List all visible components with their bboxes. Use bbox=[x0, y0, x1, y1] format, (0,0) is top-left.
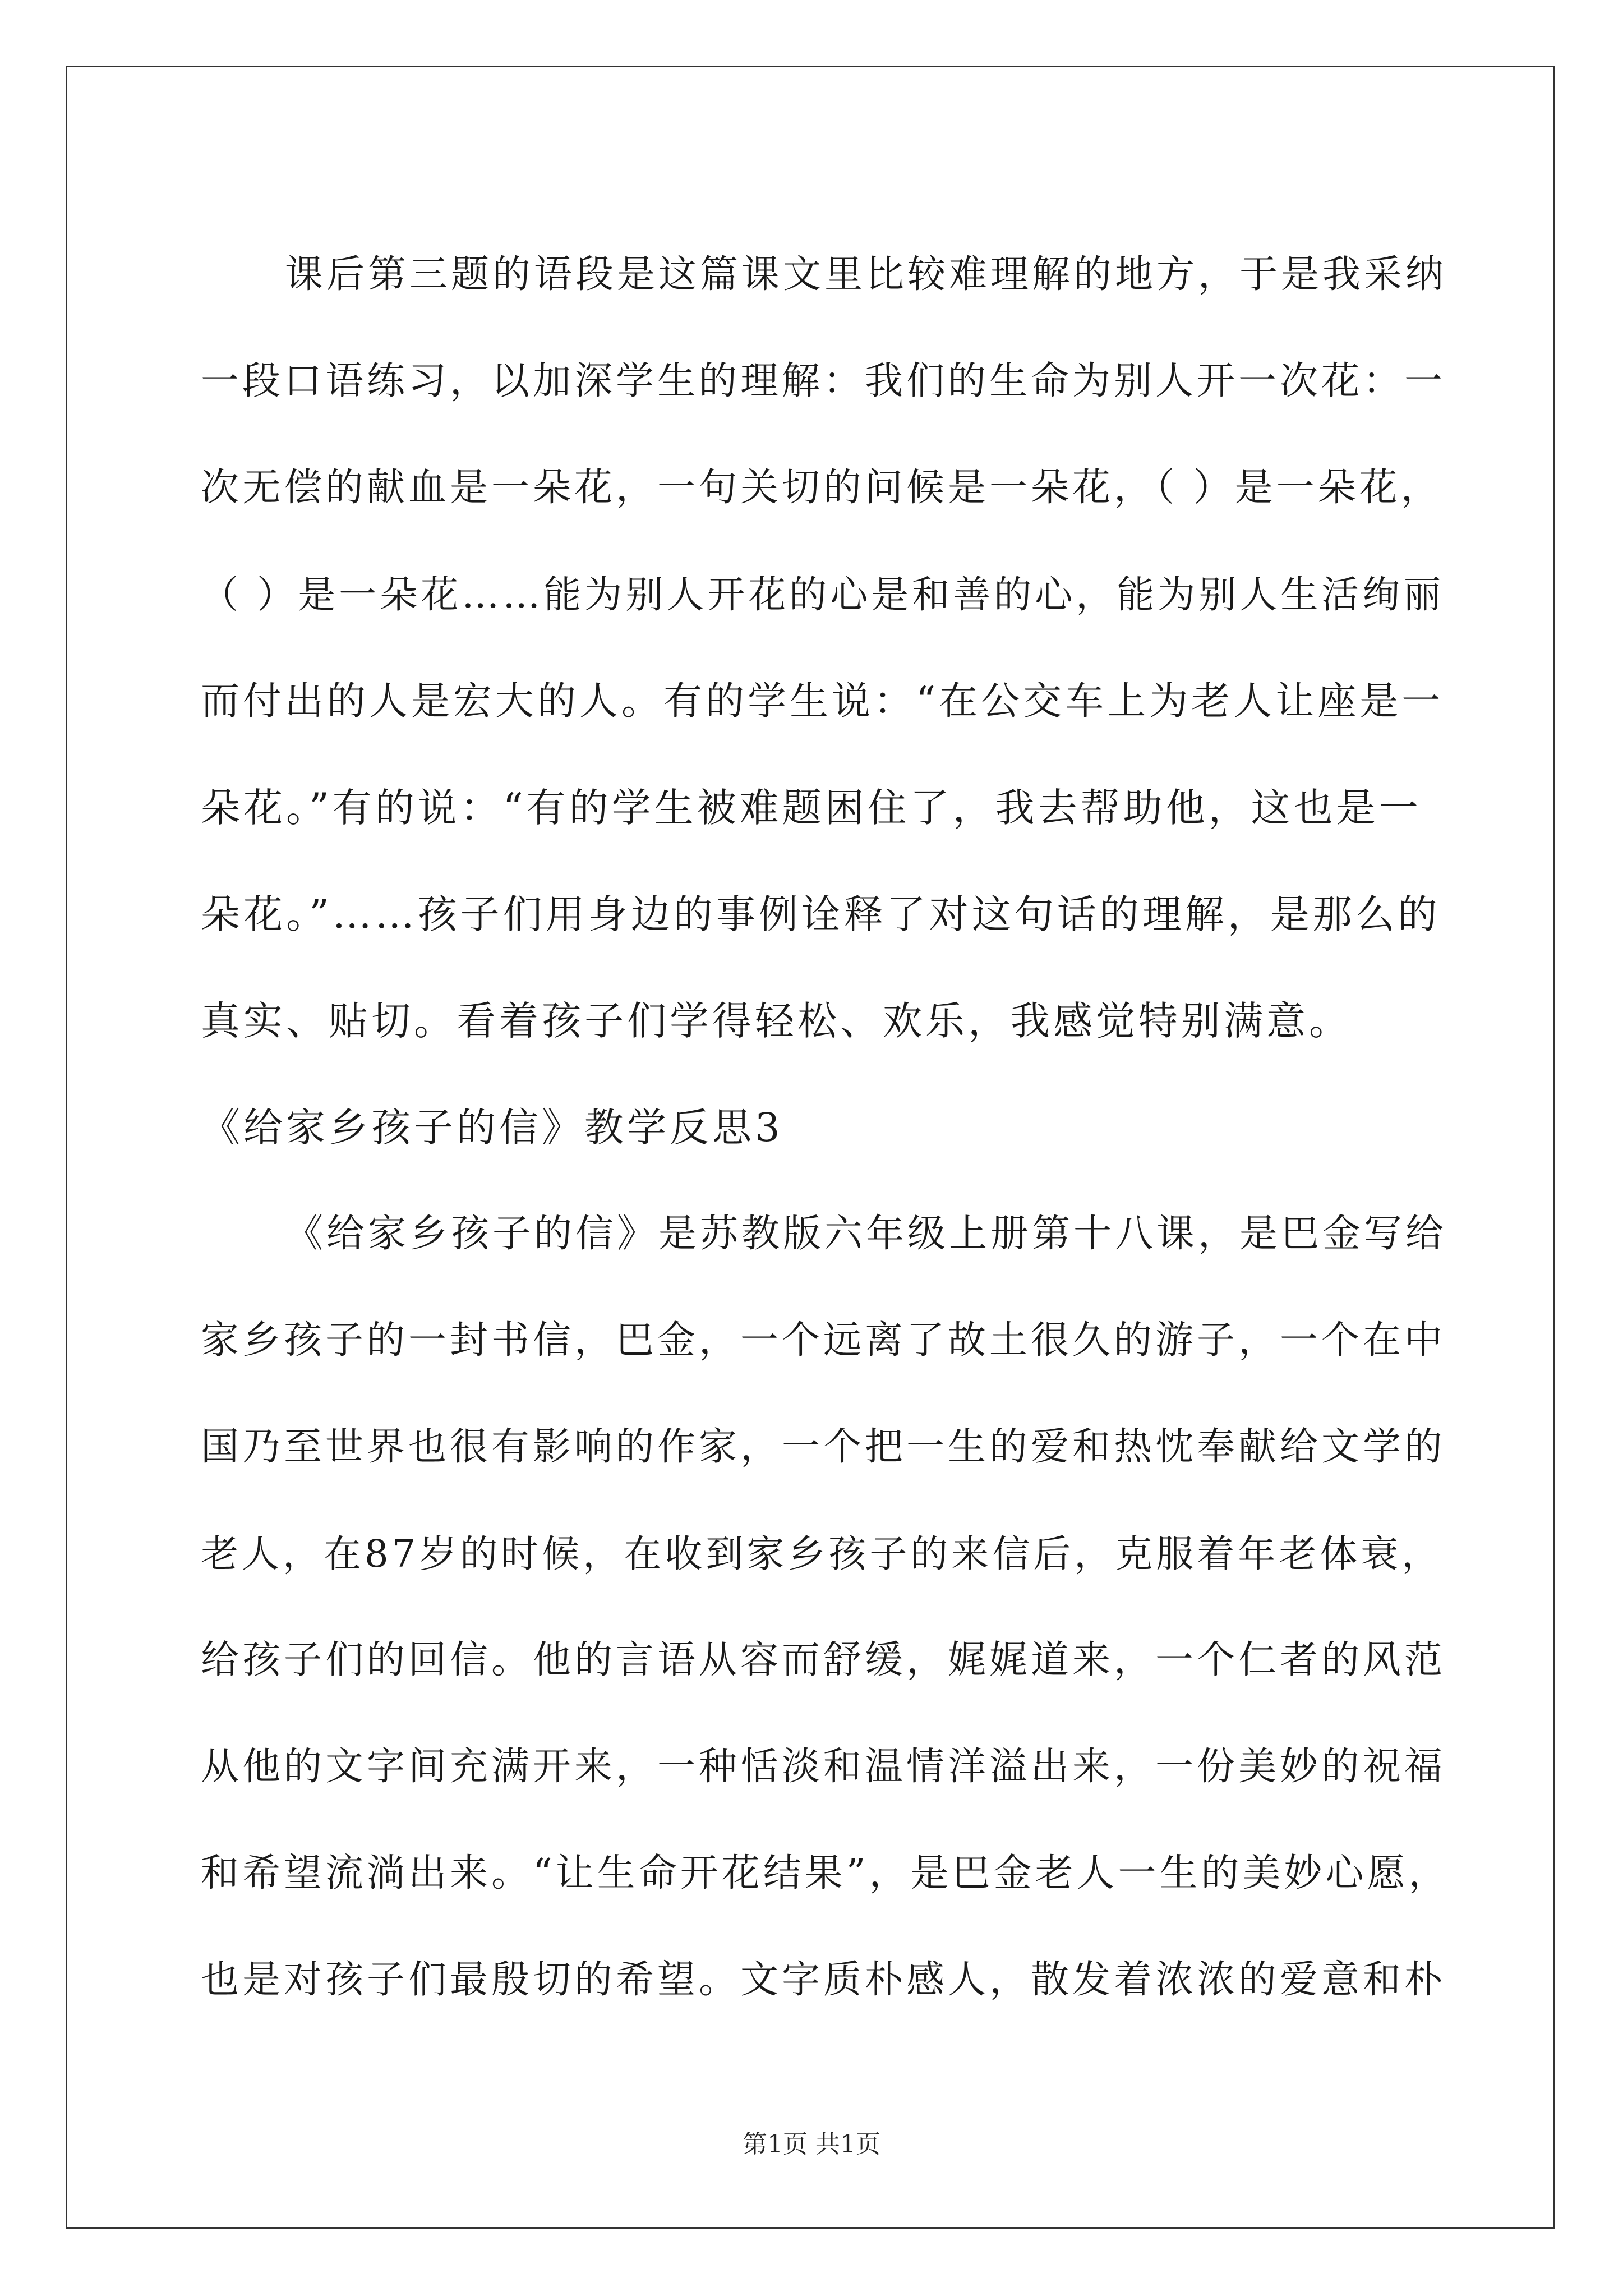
paragraph-line: 朵花。”有的说：“有的学生被难题困住了，我去帮助他，这也是一 bbox=[201, 785, 1422, 831]
paragraph-line: 真实、贴切。看着孩子们学得轻松、欢乐，我感觉特别满意。 bbox=[201, 998, 1352, 1044]
paragraph-1 bbox=[201, 222, 1457, 1074]
paragraph-line: 和希望流淌出来。“让生命开花结果”，是巴金老人一生的美妙心愿， bbox=[201, 1851, 1450, 1895]
paragraph-line: 也是对孩子们最殷切的希望。文字质朴感人，散发着浓浓的爱意和朴 bbox=[201, 1958, 1446, 2002]
paragraph-line: 老人，在87岁的时候，在收到家乡孩子的来信后，克服着年老体衰， bbox=[201, 1532, 1443, 1576]
paragraph-line: 从他的文字间充满开来，一种恬淡和温情洋溢出来，一份美妙的祝福 bbox=[201, 1745, 1446, 1789]
paragraph-line: 《给家乡孩子的信》是苏教版六年级上册第十八课，是巴金写给 bbox=[285, 1212, 1447, 1256]
paragraph-line: 一段口语练习，以加深学生的理解：我们的生命为别人开一次花：一 bbox=[201, 359, 1446, 403]
section-heading: 《给家乡孩子的信》教学反思3 bbox=[201, 1105, 783, 1151]
paragraph-line: 给孩子们的回信。他的言语从容而舒缓，娓娓道来，一个仁者的风范 bbox=[201, 1638, 1446, 1682]
paragraph-line: 而付出的人是宏大的人。有的学生说：“在公交车上为老人让座是一 bbox=[201, 679, 1444, 724]
paragraph-line: 国乃至世界也很有影响的作家，一个把一生的爱和热忱奉献给文学的 bbox=[201, 1425, 1446, 1469]
paragraph-line: 家乡孩子的一封书信，巴金，一个远离了故土很久的游子，一个在中 bbox=[201, 1318, 1446, 1363]
paragraph-line: （ ）是一朵花……能为别人开花的心是和善的心，能为别人生活绚丽 bbox=[201, 573, 1445, 616]
paragraph-line: 朵花。”……孩子们用身边的事例诠释了对这句话的理解，是那么的 bbox=[201, 891, 1441, 937]
paragraph-2 bbox=[201, 1181, 1457, 2033]
paragraph-line: 次无偿的献血是一朵花，一句关切的问候是一朵花，（ ）是一朵花， bbox=[201, 466, 1442, 510]
paragraph-line: 课后第三题的语段是这篇课文里比较难理解的地方，于是我采纳 bbox=[285, 252, 1447, 297]
document-body bbox=[201, 222, 1457, 2033]
page-number-footer: 第1页 共1页 bbox=[743, 2130, 880, 2159]
